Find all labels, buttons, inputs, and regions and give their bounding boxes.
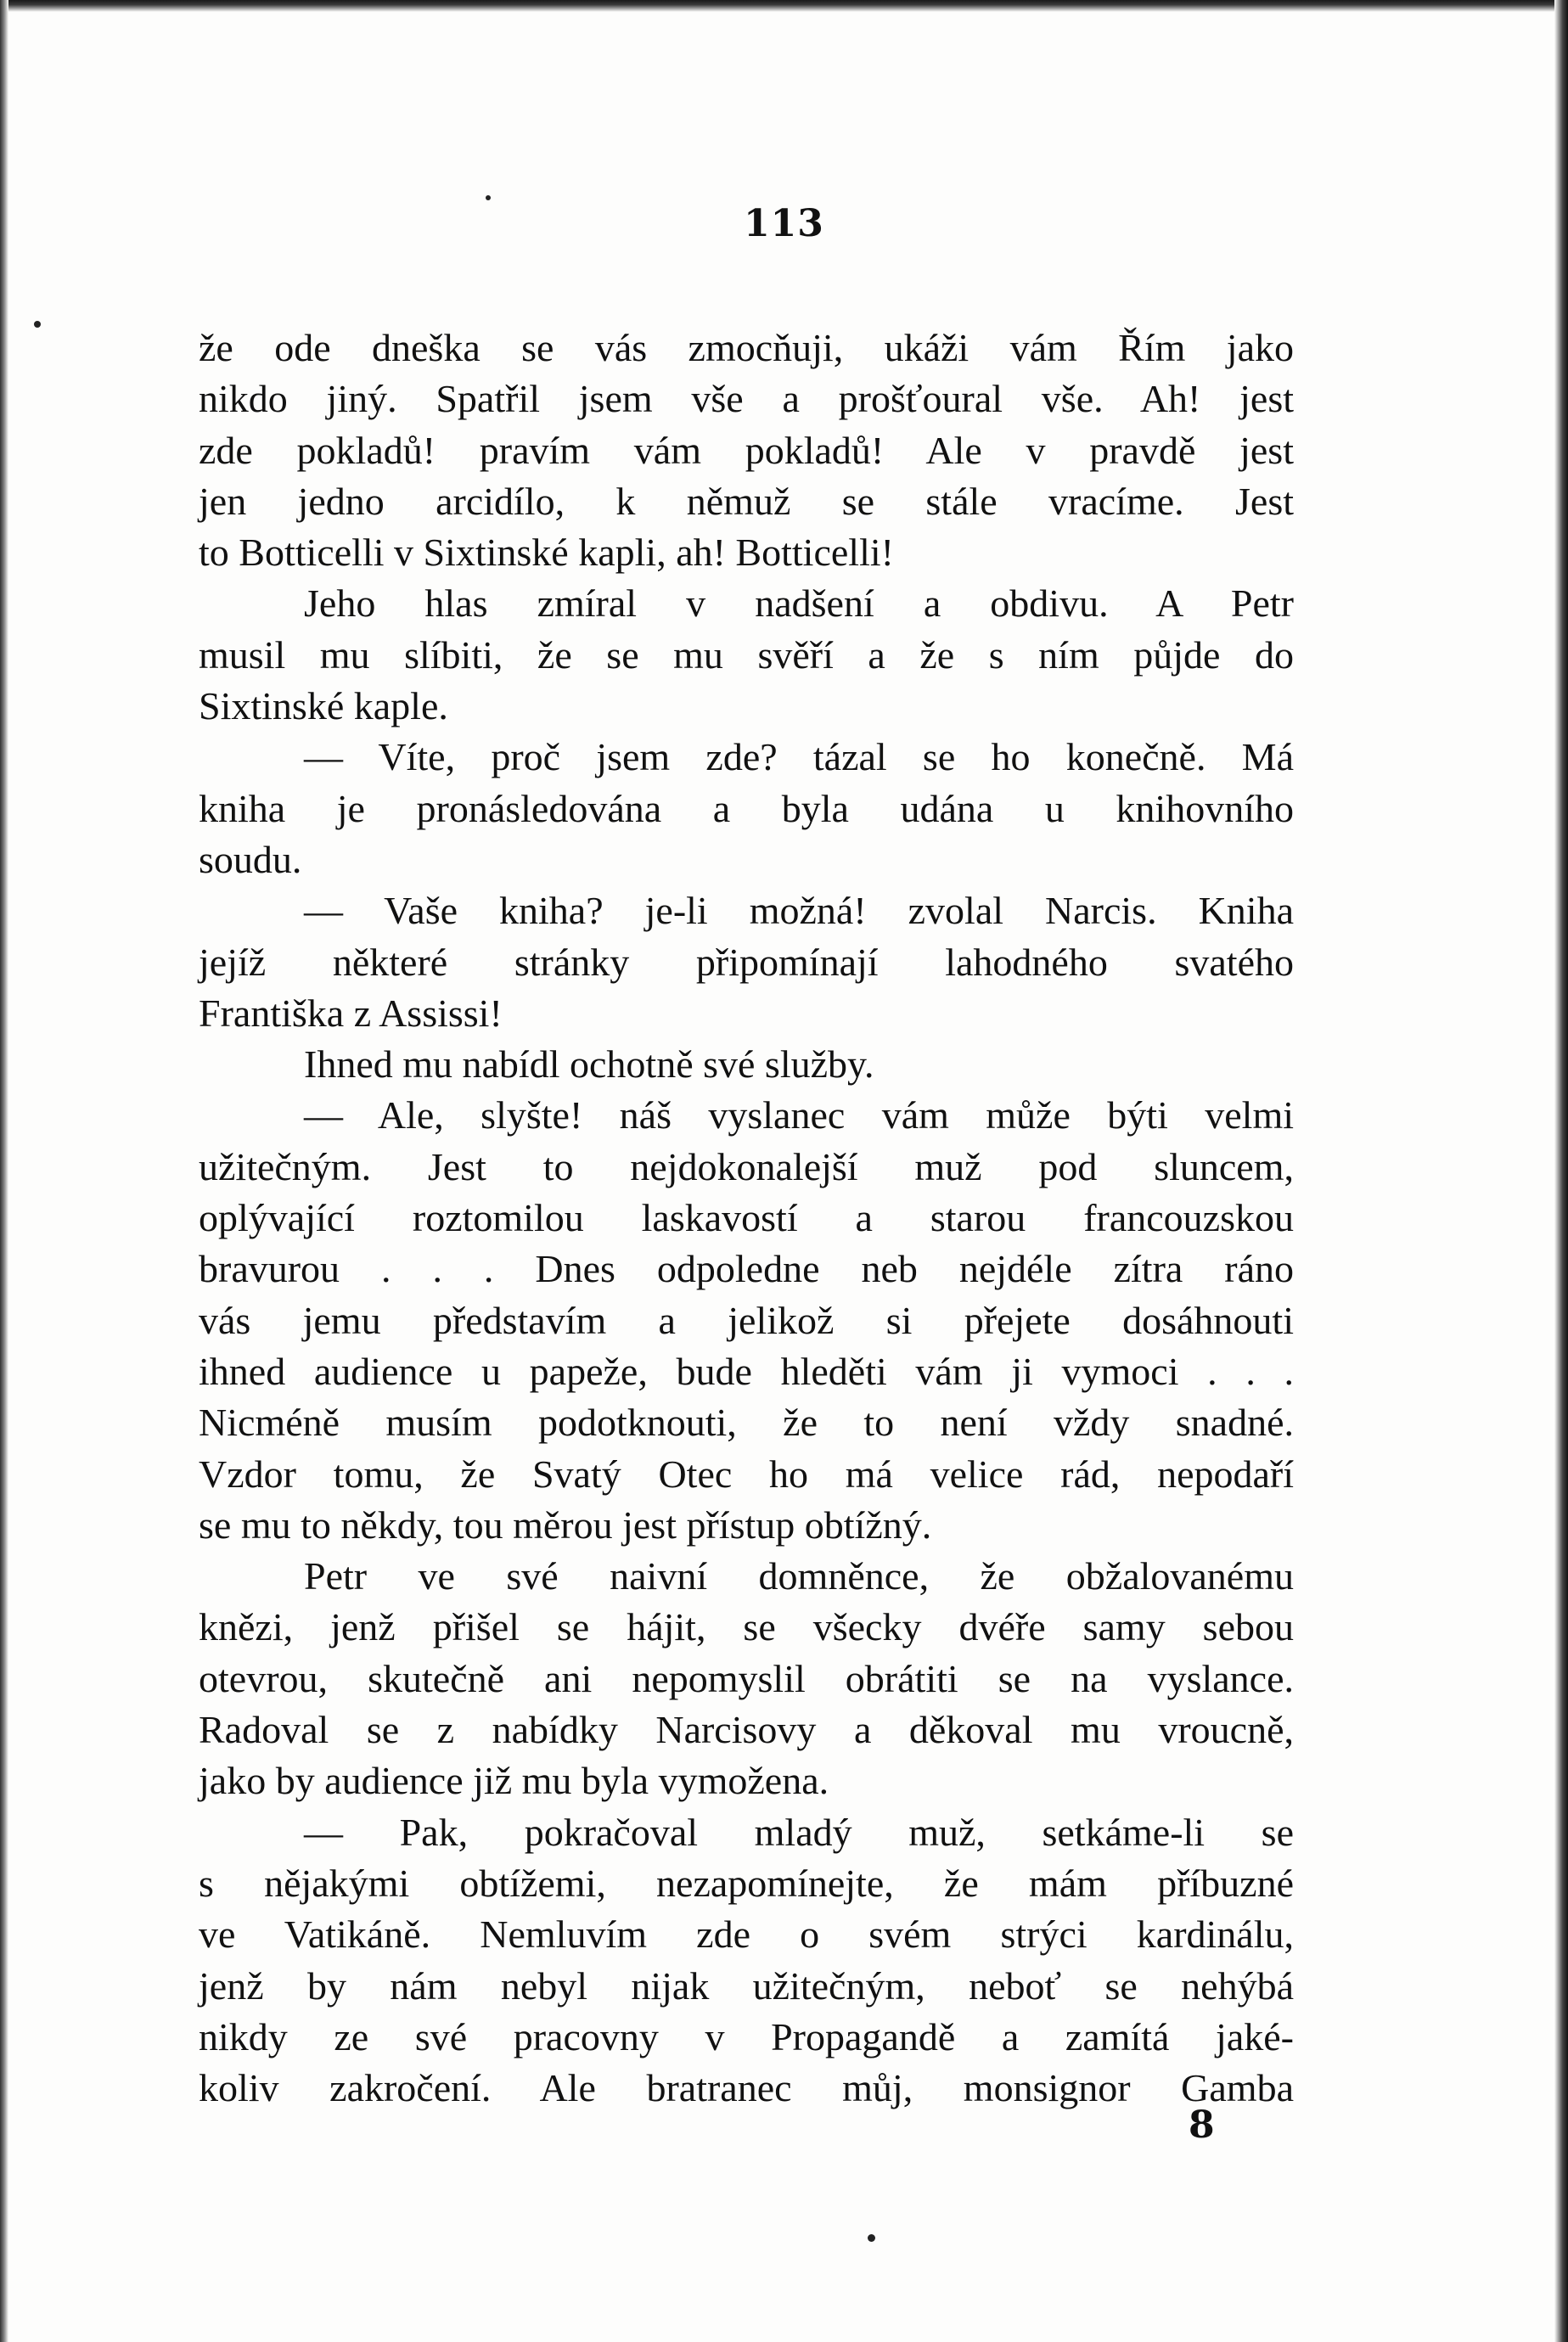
text-line: Nicméně musím podotknouti, že to není vždy snadné. xyxy=(199,1401,1294,1445)
scan-speck xyxy=(868,2234,875,2242)
signature-mark: 8 xyxy=(1189,2103,1215,2147)
text-line: Františka z Assissi! xyxy=(199,991,503,1035)
text-line: otevrou, skutečně ani nepomyslil obrátiti se na vyslance. xyxy=(199,1656,1294,1700)
text-line: Vzdor tomu, že Svatý Otec ho má velice rád, nepodaří xyxy=(199,1452,1294,1496)
scan-edge-left xyxy=(0,0,8,2342)
text-line: jen jedno arcidílo, k němuž se stále vracíme. Jest xyxy=(199,479,1294,523)
text-line: koliv zakročení. Ale bratranec můj, monsignor Gamba xyxy=(199,2066,1294,2110)
text-line: Jeho hlas zmíral v nadšení a obdivu. A Petr xyxy=(304,581,1294,626)
text-line: vás jemu představím a jelikož si přejete dosáhnouti xyxy=(199,1298,1294,1342)
text-line: — Víte, proč jsem zde? tázal se ho konečně. Má xyxy=(304,735,1294,779)
text-line: s nějakými obtížemi, nezapomínejte, že mám příbuzné xyxy=(199,1861,1294,1905)
text-line: nikdy ze své pracovny v Propagandě a zamítá jaké- xyxy=(199,2014,1294,2058)
text-line: Sixtinské kaple. xyxy=(199,684,448,728)
scan-speck xyxy=(34,321,41,328)
text-line: Radoval se z nabídky Narcisovy a děkoval mu vroucně, xyxy=(199,1708,1294,1752)
page-number: 113 xyxy=(744,202,824,245)
scan-edge-right xyxy=(1554,0,1568,2342)
text-line: jako by audience již mu byla vymožena. xyxy=(199,1759,829,1803)
text-line: soudu. xyxy=(199,837,302,881)
text-line: užitečným. Jest to nejdokonalejší muž pod sluncem, xyxy=(199,1144,1294,1188)
scan-edge-top xyxy=(0,0,1568,12)
text-line: jejíž některé stránky připomínají lahodného svatého xyxy=(199,940,1294,984)
text-line: kniha je pronásledována a byla udána u knihovního xyxy=(199,786,1294,830)
text-line: se mu to někdy, tou měrou jest přístup obtížný. xyxy=(199,1502,932,1547)
text-line: to Botticelli v Sixtinské kapli, ah! Botticelli! xyxy=(199,531,894,575)
text-line: musil mu slíbiti, že se mu svěří a že s ním půjde do xyxy=(199,632,1294,677)
text-line: nikdo jiný. Spatřil jsem vše a prošťoural vše. Ah! jest xyxy=(199,377,1294,421)
text-line: ve Vatikáně. Nemluvím zde o svém strýci kardinálu, xyxy=(199,1912,1294,1957)
text-line: — Vaše kniha? je-li možná! zvolal Narcis. Kniha xyxy=(304,889,1294,933)
text-line: že ode dneška se vás zmocňuji, ukáži vám Řím jako xyxy=(199,326,1294,369)
text-line: knězi, jenž přišel se hájit, se všecky dvéře samy sebou xyxy=(199,1605,1294,1649)
text-line: Petr ve své naivní domněnce, že obžalovanému xyxy=(304,1554,1294,1598)
text-line: — Pak, pokračoval mladý muž, setkáme-li se xyxy=(304,1810,1294,1854)
scan-speck xyxy=(486,195,491,200)
text-line: ihned audience u papeže, bude hleděti vám ji vymoci . . . xyxy=(199,1349,1294,1393)
text-line: zde pokladů! pravím vám pokladů! Ale v pravdě jest xyxy=(199,428,1294,472)
text-line: Ihned mu nabídl ochotně své služby. xyxy=(304,1042,874,1087)
text-line: oplývající roztomilou laskavostí a starou francouzskou xyxy=(199,1196,1294,1240)
text-line: bravurou . . . Dnes odpoledne neb nejdéle zítra ráno xyxy=(199,1247,1294,1291)
text-line: jenž by nám nebyl nijak užitečným, neboť se nehýbá xyxy=(199,1963,1294,2008)
body-text xyxy=(199,323,1294,2114)
text-line: — Ale, slyšte! náš vyslanec vám může býti velmi xyxy=(304,1093,1294,1137)
